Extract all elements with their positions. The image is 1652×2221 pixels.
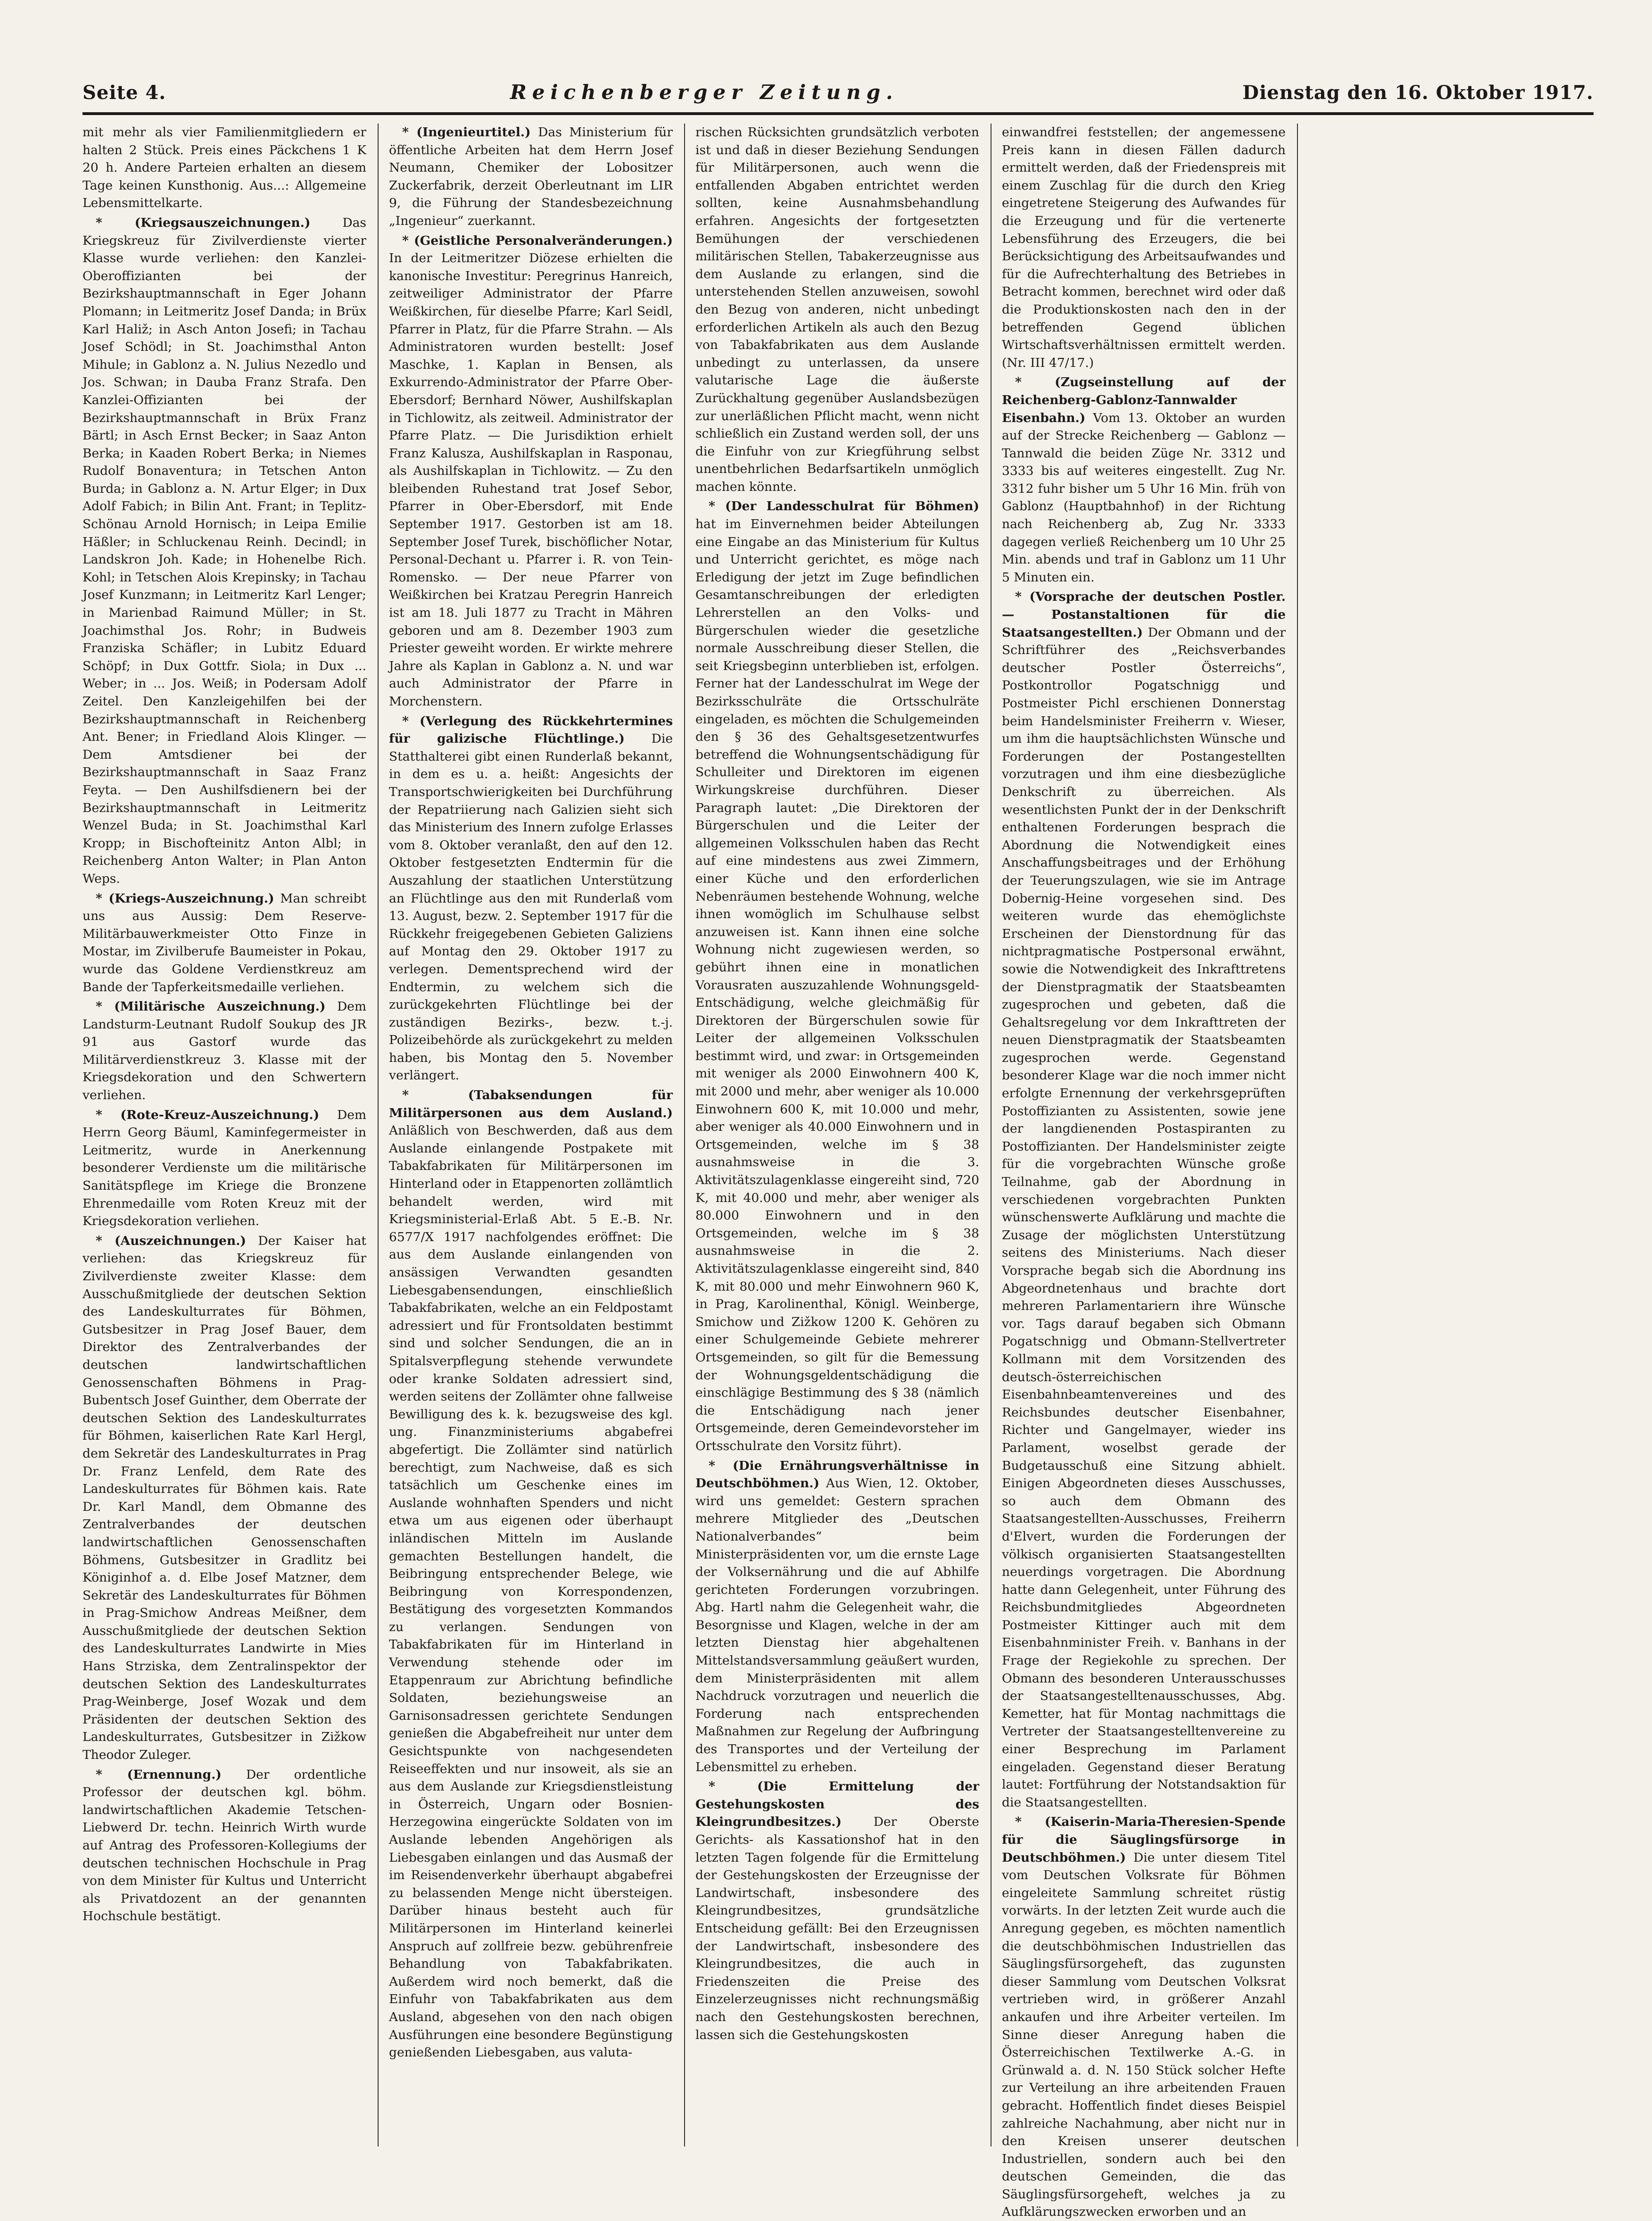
article-paragraph xyxy=(83,124,366,212)
article-heading: * (Geistliche Personalveränderungen.) xyxy=(402,233,673,248)
header-rule xyxy=(83,112,1594,115)
newspaper-page xyxy=(83,71,1594,2220)
article-heading: * (Militärische Auszeichnung.) xyxy=(96,999,326,1014)
article-heading: * (Kaiserin-Maria-Theresien-Spende für die Säuglingsfürsorge in Deutschböhmen.) xyxy=(1002,1815,1286,1865)
column-1 xyxy=(83,124,366,2146)
article-text: hat im Einvernehmen beider Abteilungen eine Eingabe an das Ministerium für Kultus und Unterricht gerichtet, es möge nach Erledigung der jetzt im Zuge befindlichen Gesamtanschreibungen der erledigten Lehrerstellen an den Volks- und Bürgerschulen wieder die gesetzliche normale Ausschreibung dieser Stellen, die seit Kriegsbeginn unterblieben ist, erfolgen. Ferner hat der Landesschulrat im Wege der Bezirksschulräte die Ortsschulräte eingeladen, es möchten die Schulgemeinden den § 36 des Gehaltsgesetzentwurfes betreffend die Wohnungsentschädigung für Schulleiter und Direktoren im eigenen Wirkungskreise durchführen. Dieser Paragraph lautet: „Die Direktoren der Bürgerschulen und die Leiter der allgemeinen Volksschulen haben das Recht auf eine mindestens aus zwei Zimmern, einer Küche und den erforderlichen Nebenräumen bestehende Wohnung, welche ihnen womöglich im Schulhause selbst anzuweisen ist. Kann ihnen eine solche Wohnung nicht zugewiesen werden, so gebührt ihnen eine in monatlichen Vorausraten auszuzahlende Wohnungsgeld-Entschädigung, welche gleichmäßig für Direktoren der Bürgerschulen sowie für Leiter der allgemeinen Volksschulen bestimmt wird, und zwar: in Ortsgemeinden mit weniger als 2000 Einwohnern 400 K, mit 2000 und mehr, aber weniger als 10.000 Einwohnern 600 K, mit 10.000 und mehr, aber weniger als 40.000 Einwohnern und in Ortsgemeinden, welche im § 38 ausnahmsweise in die 3. Aktivitätszulagenklasse eingereiht sind, 720 K, mit 40.000 und mehr, aber weniger als 80.000 Einwohnern und in den Ortsgemeinden, welche im § 38 ausnahmsweise in die 2. Aktivitätszulagenklasse eingereiht sind, 840 K, mit 80.000 und mehr Einwohnern 960 K, in Prag, Karolinenthal, Königl. Weinberge, Smichow und Zižkow 1200 K. Gehören zu einer Schulgemeinde Gebiete mehrerer Ortsgemeinden, so gilt für die Bemessung der Wohnungsgeldentschädigung die einschlägige Bestimmung des § 38 (nämlich die Entschädigung nach jener Ortsgemeinde, deren Gemeindevorsteher im Ortsschulrate den Vorsitz führt). xyxy=(695,517,979,1453)
article-text: In der Leitmeritzer Diözese erhielten die kanonische Investitur: Peregrinus Hanreich, zeitweiliger Administrator der Pfarre Weißkirchen, für dieselbe Pfarre; Karl Seidl, Pfarrer in Platz, für die Pfarre Strahn. — Als Administratoren wurden bestellt: Josef Maschke, 1. Kaplan in Bensen, als Exkurrendo-Administrator der Pfarre Ober-Ebersdorf; Bernhard Nöwer, Aushilfskaplan in Tichlowitz, als zeitweil. Administrator der Pfarre Platz. — Die Jurisdiktion erhielt Franz Kalusza, Aushilfskaplan in Rasponau, als Aushilfskaplan in Tichlowitz. — Zu den bleibenden Ruhestand trat Josef Sebor, Pfarrer in Ober-Ebersdorf, mit Ende September 1917. Gestorben ist am 18. September Josef Turek, bischöflicher Notar, Personal-Dechant u. Pfarrer i. R. von Tein-Romensko. — Der neue Pfarrer von Weißkirchen bei Kratzau Peregrin Hanreich ist am 18. Juli 1877 zu Tracht in Mähren geboren und am 8. Dezember 1903 zum Priester geweiht worden. Er wirkte mehrere Jahre als Kaplan in Gablonz a. N. und war auch Administrator der Pfarre in Morchenstern. xyxy=(389,251,673,709)
article-paragraph xyxy=(1002,124,1286,372)
article-text: einwandfrei feststellen; der angemessene Preis kann in diesen Fällen dadurch ermittelt werden, daß der Friedenspreis mit einem Zuschlag für die durch den Krieg eingetretene Steigerung des Aufwandes für die Erzeugung und für die vertenerte Lebensführung des Erzeugers, die bei Berücksichtigung des Arbeitsaufwandes und für die Aufrechterhaltung des Betriebes in Betracht kommen, berechnet wird oder daß die Produktionskosten nach den in der betreffenden Gegend üblichen Wirtschaftsverhältnissen ermittelt werden. (Nr. III 47/17.) xyxy=(1002,125,1286,370)
article-text: Anläßlich von Beschwerden, daß aus dem Auslande einlangende Postpakete mit Tabakfabrikaten für Militärpersonen im Hinterland oder in Etappenorten zollämtlich behandelt werden, wird mit Kriegsministerial-Erlaß Abt. 5 E.-B. Nr. 6577/X 1917 nachfolgendes eröffnet: Die aus dem Auslande einlangenden von ansässigen Verwandten gesandten Liebesgabensendungen, einschließlich Tabakfabrikaten, welche an ein Feldpostamt adressiert und für Frontsoldaten bestimmt sind und solcher Sendungen, die an in Spitalsverpflegung stehende verwundete oder kranke Soldaten adressiert sind, werden seitens der Zollämter ohne fallweise Bewilligung des k. k. bezugsweise des kgl. ung. Finanzministeriums abgabefrei abgefertigt. Die Zollämter sind natürlich berechtigt, zum Nachweise, daß es sich tatsächlich um Geschenke eines im Auslande wohnhaften Spenders und nicht etwa um aus eigenen oder überhaupt inländischen Mitteln im Auslande gemachten Bestellungen handelt, die Beibringung entsprechender Belege, wie Beibringung von Korrespondenzen, Bestätigung des vorgesetzten Kommandos zu verlangen. Sendungen von Tabakfabrikaten für im Hinterland in Verwendung stehende oder im Etappenraum zur Abrichtung befindliche Soldaten, beziehungsweise an Garnisonsadressen gerichtete Sendungen genießen die Abgabefreiheit nur unter dem Gesichtspunkte von nachgesendeten Reiseeffekten und nur insoweit, als sie an aus dem Auslande zur Kriegsdienstleistung in Österreich, Ungarn oder Bosnien-Herzegowina eingerückte Soldaten von im Auslande lebenden Angehörigen als Liebesgaben einlangen und das Ausmaß der im Reisendenverkehr überhaupt abgabefrei zu belassenden Menge nicht übersteigen. Darüber hinaus besteht auch für Militärpersonen im Hinterland keinerlei Anspruch auf zollfreie bezw. gebührenfreie Behandlung von Tabakfabrikaten. Außerdem wird noch bemerkt, daß die Einfuhr von Tabakfabrikaten aus dem Ausland, abgesehen von den nach obigen Ausführungen eine besondere Begünstigung genießenden Liebesgaben, aus valuta- xyxy=(389,1123,673,2060)
article-paragraph xyxy=(389,713,673,1085)
article-heading: * (Kriegsauszeichnungen.) xyxy=(96,215,311,230)
article-paragraph xyxy=(1002,1813,1286,2221)
column-divider xyxy=(684,124,685,2146)
article-text: Die unter diesem Titel vom Deutschen Volksrate für Böhmen eingeleitete Sammlung schreitet rüstig vorwärts. In der letzten Zeit wurde auch die Anregung gegeben, es möchten namentlich die deutschböhmischen Industriellen das Säuglingsfürsorgeheft, das zugunsten dieser Sammlung vom Deutschen Volksrat vertrieben wird, in größerer Anzahl ankaufen und ihre Arbeiter verteilen. Im Sinne dieser Anregung haben die Österreichischen Textilwerke A.-G. in Grünwald a. d. N. 150 Stück solcher Hefte zur Verteilung an ihre arbeitenden Frauen gebracht. Hoffentlich findet dieses Beispiel zahlreiche Nachahmung, aber nicht nur in den Kreisen unserer deutschen Industriellen, sondern auch bei den deutschen Gemeinden, die das Säuglingsfürsorgeheft, welches ja zu Aufklärungszwecken erworben und an xyxy=(1002,1850,1286,2220)
column-4 xyxy=(1002,124,1286,2220)
article-text: Der Obmann und der Schriftführer des „Reichsverbandes deutscher Postler Österreichs“, Postkontrollor Pogatschnigg und Postmeister Pichl erschienen Donnerstag beim Handelsminister Freiherrn v. Wieser, um ihm die hauptsächlichsten Wünsche und Forderungen der Postangestellten vorzutragen und ihm eine diesbezügliche Denkschrift zu überreichen. Als wesentlichsten Punkt der in der Denkschrift enthaltenen Forderungen besprach die Abordnung die Notwendigkeit eines Anschaffungsbeitrages und der Erhöhung der Teuerungszulagen, wie sie im Antrage Dobernig-Heine vorgesehen sind. Des weiteren wurde das ehemöglichste Erscheinen der Dienstordnung für das nichtpragmatische Postpersonal erwähnt, sowie die Notwendigkeit des Inkrafttretens der Dienstpragmatik der Staatsbeamten zugesprochen und gebeten, daß die Gehaltsregelung vor dem Inkrafttreten der neuen Dienstpragmatik der Staatsbeamten zugesprochen werde. Gegenstand besonderer Klage war die noch immer nicht erfolgte Ernennung der verkehrsgeprüften Postoffizianten zu Assistenten, sowie jene der langdienenden Postaspiranten zu Postoffizianten. Der Handelsminister zeigte für die vorgebrachten Wünsche große Teilnahme, gab der Abordnung in verschiedenen vorgebrachten Punkten wünschenswerte Aufklärung und machte die Zusage der möglichsten Unterstützung seitens des Ministeriums. Nach dieser Vorsprache begab sich die Abordnung ins Abgeordnetenhaus und brachte dort mehreren Parlamentariern ihre Wünsche vor. Tags darauf begaben sich Obmann Pogatschnigg und Obmann-Stellvertreter Kollmann mit dem Vorsitzenden des deutsch-österreichischen Eisenbahnbeamtenvereines und des Reichsbundes deutscher Eisenbahner, Richter und Gangelmayer, wieder ins Parlament, woselbst gerade der Budgetausschuß eine Sitzung abhielt. Einigen Abgeordneten dieses Ausschusses, so auch dem Obmann des Staatsangestellten-Ausschusses, Freiherrn d'Elvert, wurden die Forderungen der völkisch organisierten Staatsangestellten neuerdings vorgetragen. Die Abordnung hatte dann Gelegenheit, unter Führung des Reichsbundmitgliedes Abgeordneten Postmeister Kittinger auch mit dem Eisenbahnminister Freih. v. Banhans in der Frage der Regiekohle zu sprechen. Der Obmann des besonderen Unterausschusses der Staatsangestelltenausschusses, Abg. Kemetter, hat für Montag nachmittags die Vertreter der Staatsangestelltenvereine zu einer Besprechung im Parlament eingeladen. Gegenstand dieser Beratung lautet: Fortführung der Notstandsaktion für die Staatsangestellten. xyxy=(1002,625,1286,1810)
article-paragraph xyxy=(1002,373,1286,586)
column-2 xyxy=(389,124,673,2146)
newspaper-title: Reichenberger Zeitung. xyxy=(510,81,899,104)
article-heading: * (Tabaksendungen für Militärpersonen aus dem Ausland.) xyxy=(389,1088,673,1120)
article-heading: * (Ernennung.) xyxy=(96,1767,222,1782)
article-text: Aus Wien, 12. Oktober, wird uns gemeldet: Gestern sprachen mehrere Mitglieder des „Deutschen Nationalverbandes“ beim Ministerpräsidenten vor, um die ernste Lage der Volksernährung und die auf Abhilfe gerichteten Forderungen vorzubringen. Abg. Hartl nahm die Gelegenheit wahr, die Besorgnisse und Klagen, welche in der am letzten Dienstag hier abgehaltenen Mittelstandsversammlung geäußert wurden, dem Ministerpräsidenten mit allem Nachdruck vorzutragen und neuerlich die Forderung nach entsprechenden Maßnahmen zur Regelung der Aufbringung des Transportes und der Verteilung der Lebensmittel zu erheben. xyxy=(695,1476,979,1774)
article-heading: * (Auszeichnungen.) xyxy=(96,1233,246,1248)
article-paragraph xyxy=(695,497,979,1455)
column-divider xyxy=(1297,124,1298,2146)
article-text: Dem Landsturm-Leutnant Rudolf Soukup des JR 91 aus Gastorf wurde das Militärverdienstkreuz 3. Klasse mit der Kriegsdekoration und den Schwertern verliehen. xyxy=(83,999,366,1103)
article-text: Man schreibt uns aus Aussig: Dem Reserve-Militärbauwerkmeister Otto Finze in Mostar, im Zivilberufe Baumeister in Pokau, wurde das Goldene Verdienstkreuz am Bande der Tapferkeitsmedaille verliehen. xyxy=(83,891,366,994)
article-paragraph xyxy=(83,214,366,888)
article-heading: * (Zugseinstellung auf der Reichenberg-Gablonz-Tannwalder Eisenbahn.) xyxy=(1002,375,1286,425)
article-paragraph xyxy=(83,1766,366,1925)
article-text: Vom 13. Oktober an wurden auf der Strecke Reichenberg — Gablonz — Tannwald die beiden Züge Nr. 3312 und 3333 bis auf weiteres eingestellt. Zug Nr. 3312 fuhr bisher um 5 Uhr 16 Min. früh von Gablonz (Hauptbahnhof) in der Richtung nach Reichenberg ab, Zug Nr. 3333 dagegen verließ Reichenberg um 10 Uhr 25 Min. abends und traf in Gablonz um 11 Uhr 5 Minuten ein. xyxy=(1002,410,1286,585)
article-heading: * (Die Ermittelung der Gestehungskosten des Kleingrundbesitzes.) xyxy=(695,1779,979,1830)
page-number: Seite 4. xyxy=(83,82,166,104)
column-3 xyxy=(695,124,979,2146)
article-paragraph xyxy=(83,1106,366,1230)
article-text: Das Ministerium für öffentliche Arbeiten hat dem Herrn Josef Neumann, Chemiker der Lobositzer Zuckerfabrik, derzeit Oberleutnant im LIR 9, die Führung der Standesbezeichnung „Ingenieur“ zuerkannt. xyxy=(389,125,673,228)
article-heading: * (Der Landesschulrat für Böhmen) xyxy=(709,499,979,514)
article-paragraph xyxy=(83,998,366,1104)
article-heading: * (Rote-Kreuz-Auszeichnung.) xyxy=(96,1107,320,1122)
article-paragraph xyxy=(389,1086,673,2062)
article-text: Der Kaiser hat verliehen: das Kriegskreuz für Zivilverdienste zweiter Klasse: dem Ausschußmitgliede der deutschen Sektion des Landeskulturrates für Böhmen, Gutsbesitzer in Prag Josef Bauer, dem Direktor des Zentralverbandes der deutschen landwirtschaftlichen Genossenschaften Böhmens in Prag-Bubentsch Josef Guinther, dem Oberrate der deutschen Sektion des Landeskulturrates für Böhmen, kaiserlichen Rate Karl Hergl, dem Sekretär des Landeskulturrates in Prag Dr. Franz Lenfeld, dem Rate des Landeskulturrates für Böhmen kais. Rate Dr. Karl Mandl, dem Obmanne des Zentralverbandes der deutschen landwirtschaftlichen Genossenschaften Böhmens, Gutsbesitzer in Gradlitz bei Königinhof a. d. Elbe Josef Matzner, dem Sekretär des Landeskulturrates für Böhmen in Prag-Smichow Andreas Meißner, dem Ausschußmitgliede der deutschen Sektion des Landeskulturrates Landwirte in Mies Hans Strziska, dem Zentralinspektor der deutschen Sektion des Landeskulturrates Prag-Weinberge, Josef Wozak und dem Präsidenten der deutschen Sektion des Landeskulturrates, Gutsbesitzer in Zižkow Theodor Zuleger. xyxy=(83,1233,366,1763)
article-text: Der ordentliche Professor der deutschen kgl. böhm. landwirtschaftlichen Akademie Tetschen-Liebwerd Dr. techn. Heinrich Wirth wurde auf Antrag des Professoren-Kollegiums der deutschen technischen Hochschule in Prag von dem Minister für Kultus und Unterricht als Privatdozent an der genannten Hochschule bestätigt. xyxy=(83,1767,366,1924)
article-paragraph xyxy=(695,1457,979,1776)
article-heading: * (Ingenieurtitel.) xyxy=(402,125,531,140)
article-paragraph xyxy=(1002,588,1286,1811)
column-divider xyxy=(378,124,379,2146)
article-columns xyxy=(83,124,1594,2220)
article-paragraph xyxy=(695,1778,979,2044)
masthead xyxy=(83,71,1594,104)
article-paragraph xyxy=(695,124,979,496)
issue-date: Dienstag den 16. Oktober 1917. xyxy=(1242,82,1594,104)
article-paragraph xyxy=(83,1232,366,1764)
article-text: rischen Rücksichten grundsätzlich verboten ist und daß in dieser Beziehung Sendungen für Militärpersonen, auch wenn die entfallenden Abgaben entrichtet werden sollten, keine Ausnahmsbehandlung erfahren. Angesichts der fortgesetzten Bemühungen der verschiedenen militärischen Stellen, Tabakerzeugnisse aus dem Auslande zu erlangen, sind die unterstehenden Stellen anzuweisen, sowohl den Bezug von anderen, nicht unbedingt erforderlichen Artikeln als auch den Bezug von Tabakfabrikaten aus dem Auslande unbedingt zu unterlassen, da unsere valutarische Lage die äußerste Zurückhaltung gegenüber Auslandsbezügen zur unerläßlichen Pflicht macht, wenn nicht schließlich ein Zustand werden soll, der uns die Einfuhr von zur Kriegführung selbst unentbehrlichen Bedarfsartikeln unmöglich machen könnte. xyxy=(695,125,979,494)
article-text: Dem Herrn Georg Bäuml, Kaminfegermeister in Leitmeritz, wurde in Anerkennung besonderer Verdienste um die militärische Sanitätspflege im Kriege die Bronzene Ehrenmedaille vom Roten Kreuz mit der Kriegsdekoration verliehen. xyxy=(83,1107,367,1229)
article-heading: * (Vorsprache der deutschen Postler. — Postanstaltionen für die Staatsangestellten.) xyxy=(1002,589,1286,640)
article-paragraph xyxy=(389,124,673,230)
article-heading: * (Verlegung des Rückkehrtermines für galizische Flüchtlinge.) xyxy=(389,713,673,746)
article-paragraph xyxy=(389,232,673,711)
article-text: Die Statthalterei gibt einen Runderlaß bekannt, in dem es u. a. heißt: Angesichts der Transportschwierigkeiten bei Durchführung der Repatriierung nach Galizien sieht sich das Ministerium des Innern zufolge Erlasses vom 8. Oktober veranlaßt, den auf den 12. Oktober festgesetzten Endtermin für die Auszahlung der staatlichen Unterstützung an Flüchtlinge aus den mit Runderlaß vom 13. August, bezw. 2. September 1917 für die Rückkehr freigegebenen Gebieten Galiziens auf Montag den 29. Oktober 1917 zu verlegen. Dementsprechend wird der Endtermin, zu welchem sich die zurückgekehrten Flüchtlinge bei der zuständigen Bezirks-, bezw. t.-j. Polizeibehörde als zurückgekehrt zu melden haben, bis Montag den 5. November verlängert. xyxy=(389,731,673,1083)
column-5 xyxy=(1308,124,1592,2146)
article-text: Das Kriegskreuz für Zivilverdienste vierter Klasse wurde verliehen: den Kanzlei-Oberoffizianten bei der Bezirkshauptmannschaft in Eger Johann Plomann; in Leitmeritz Josef Danda; in Brüx Karl Haliž; in Asch Anton Josefi; in Tachau Josef Schödl; in St. Joachimsthal Anton Mihule; in Gablonz a. N. Julius Nezedlo und Jos. Schwan; in Dauba Franz Strafa. Den Kanzlei-Offizianten bei der Bezirkshauptmannschaft in Brüx Franz Bärtl; in Asch Ernst Becker; in Saaz Anton Berka; in Kaaden Robert Berka; in Niemes Rudolf Bonaventura; in Tetschen Anton Burda; in Gablonz a. N. Artur Elger; in Dux Adolf Fabich; in Bilin Ant. Frant; in Teplitz-Schönau Arnold Hornisch; in Leipa Emilie Häßler; in Schluckenau Reinh. Decindl; in Landskron Joh. Kade; in Hohenelbe Rich. Kohl; in Tetschen Alois Krepinsky; in Tachau Josef Kunzmann; in Leitmeritz Karl Lenger; in Marienbad Raimund Müller; in St. Joachimsthal Jos. Rohr; in Budweis Franziska Schäfler; in Lubitz Eduard Schöpf; in Dux Gottfr. Siola; in Dux ... Weber; in ... Jos. Weiß; in Podersam Adolf Zeitel. Den Kanzleigehilfen bei der Bezirkshauptmannschaft in Reichenberg Ant. Bener; in Friedland Alois Klinger. — Dem Amtsdiener bei der Bezirkshauptmannschaft in Saaz Franz Feyta. — Den Aushilfsdienern bei der Bezirkshauptmannschaft in Leitmeritz Wenzel Buda; in St. Joachimsthal Karl Kropp; in Bischofteinitz Anton Albl; in Reichenberg Anton Walter; in Plan Anton Weps. xyxy=(83,215,366,886)
article-heading: * (Kriegs-Auszeichnung.) xyxy=(96,891,274,906)
article-text: mit mehr als vier Familienmitgliedern er halten 2 Stück. Preis eines Päckchens 1 K 20 h. Andere Parteien erhalten an diesem Tage keinen Kunsthonig. Aus...: Allgemeine Lebensmittelkarte. xyxy=(83,125,366,211)
article-paragraph xyxy=(83,890,366,996)
article-heading: * (Die Ernährungsverhältnisse in Deutschböhmen.) xyxy=(695,1458,979,1491)
article-text: Der Oberste Gerichts- als Kassationshof hat in den letzten Tagen folgende für die Ermittelung der Gestehungskosten der Erzeugnisse der Landwirtschaft, insbesondere des Kleingrundbesitzes, grundsätzliche Entscheidung gefällt: Bei den Erzeugnissen der Landwirtschaft, insbesondere des Kleingrundbesitzes, die auch in Friedenszeiten die Preise des Einzelerzeugnisses nicht rechnungsmäßig nach den Gestehungskosten berechnen, lassen sich die Gestehungskosten xyxy=(695,1815,979,2042)
